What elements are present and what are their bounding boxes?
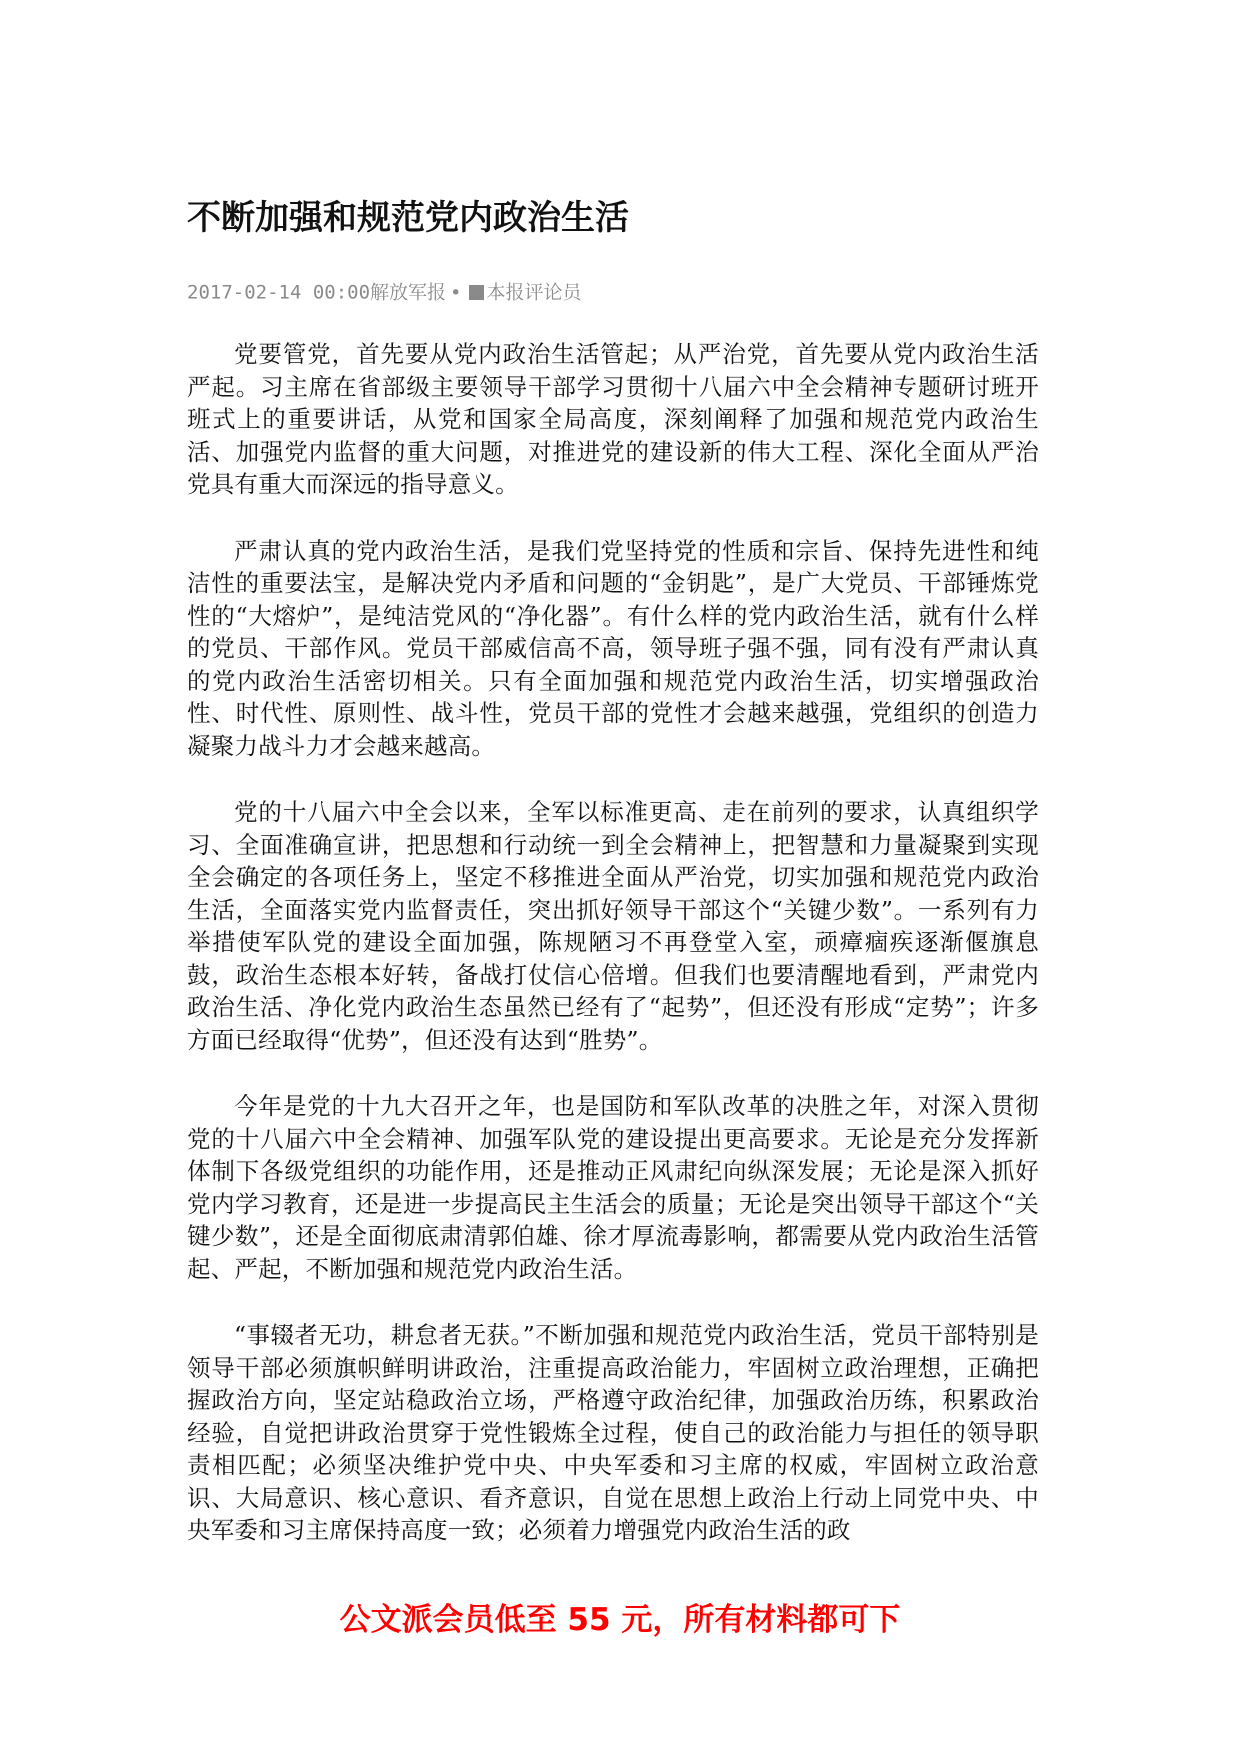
article-title: 不断加强和规范党内政治生活	[187, 198, 629, 238]
article-meta	[187, 278, 1067, 307]
article-source: 解放军报	[370, 281, 447, 304]
article-paragraph: “事辍者无功，耕怠者无获。”不断加强和规范党内政治生活，党员干部特别是领导干部必须旗帜鲜明讲政治，注重提高政治能力，牢固树立政治理想，正确把握政治方向，坚定站稳政治立场，严格遵守政治纪律，加强政治历练，积累政治经验，自觉把讲政治贯穿于党性锻炼全过程，使自己的政治能力与担任的领导职责相匹配；必须坚决维护党中央、中央军委和习主席的权威，牢固树立政治意识、大局意识、核心意识、看齐意识，自觉在思想上政治上行动上同党中央、中央军委和习主席保持高度一致；必须着力增强党内政治生活的政	[187, 1321, 1039, 1544]
square-icon	[469, 285, 484, 300]
article-paragraph: 党的十八届六中全会以来，全军以标准更高、走在前列的要求，认真组织学习、全面准确宣讲，把思想和行动统一到全会精神上，把智慧和力量凝聚到实现全会确定的各项任务上，坚定不移推进全面从严治党，切实加强和规范党内政治生活，全面落实党内监督责任，突出抓好领导干部这个“关键少数”。一系列有力举措使军队党的建设全面加强，陈规陋习不再登堂入室，顽瘴痼疾逐渐偃旗息鼓，政治生态根本好转，备战打仗信心倍增。但我们也要清醒地看到，严肃党内政治生活、净化党内政治生态虽然已经有了“起势”，但还没有形成“定势”；许多方面已经取得“优势”，但还没有达到“胜势”。	[187, 798, 1039, 1054]
article-datetime: 2017-02-14 00:00	[187, 281, 371, 304]
article-author: 本报评论员	[486, 281, 582, 304]
promo-banner: 公文派会员低至 55 元，所有材料都可下	[339, 1602, 901, 1638]
meta-separator: •	[450, 281, 462, 304]
article-paragraph: 严肃认真的党内政治生活，是我们党坚持党的性质和宗旨、保持先进性和纯洁性的重要法宝，是解决党内矛盾和问题的“金钥匙”，是广大党员、干部锤炼党性的“大熔炉”，是纯洁党风的“净化器”。有什么样的党内政治生活，就有什么样的党员、干部作风。党员干部威信高不高，领导班子强不强，同有没有严肃认真的党内政治生活密切相关。只有全面加强和规范党内政治生活，切实增强政治性、时代性、原则性、战斗性，党员干部的党性才会越来越强，党组织的创造力凝聚力战斗力才会越来越高。	[187, 536, 1039, 760]
article-paragraph: 党要管党，首先要从党内政治生活管起；从严治党，首先要从党内政治生活严起。习主席在省部级主要领导干部学习贯彻十八届六中全会精神专题研讨班开班式上的重要讲话，从党和国家全局高度，深刻阐释了加强和规范党内政治生活、加强党内监督的重大问题，对推进党的建设新的伟大工程、深化全面从严治党具有重大而深远的指导意义。	[187, 340, 1039, 498]
article-body	[187, 338, 1039, 1581]
article-paragraph: 今年是党的十九大召开之年，也是国防和军队改革的决胜之年，对深入贯彻党的十八届六中全会精神、加强军队党的建设提出更高要求。无论是充分发挥新体制下各级党组织的功能作用，还是推动正风肃纪向纵深发展；无论是深入抓好党内学习教育，还是进一步提高民主生活会的质量；无论是突出领导干部这个“关键少数”，还是全面彻底肃清郭伯雄、徐才厚流毒影响，都需要从党内政治生活管起、严起，不断加强和规范党内政治生活。	[187, 1092, 1039, 1283]
